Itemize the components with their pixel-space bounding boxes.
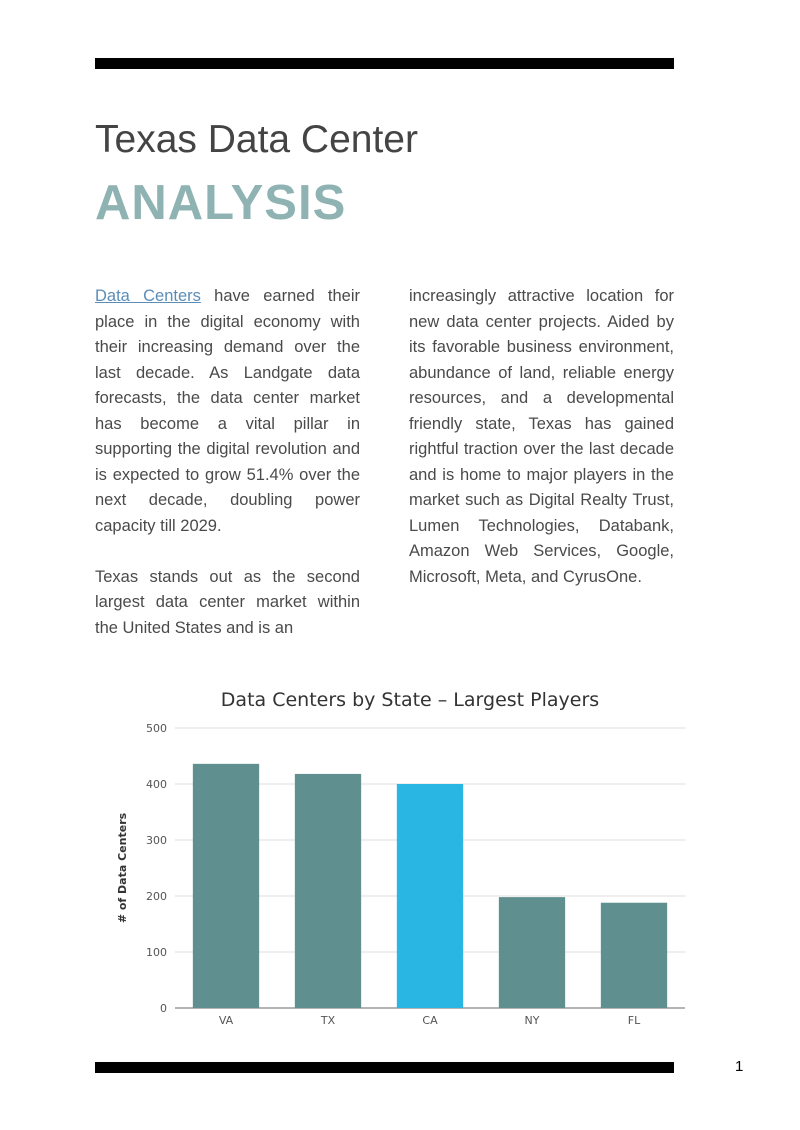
top-rule: [95, 58, 674, 69]
bar-ca: [397, 784, 463, 1008]
x-tick-label: FL: [627, 1014, 641, 1027]
paragraph: increasingly attractive location for new data center projects. Aided by its favorable business environment, abundance of land, reliable energy resources, and a developmental friendly state, Texas has gained rightful traction over the last decade and is home to major players in the market such as Digital Realty Trust, Lumen Technologies, Databank, Amazon Web Services, Google, Microsoft, Meta, and CyrusOne.: [409, 287, 674, 586]
x-tick-label: CA: [422, 1014, 438, 1027]
page-number: 1: [735, 1058, 744, 1075]
bar-fl: [601, 903, 667, 1008]
y-tick-label: 0: [160, 1002, 167, 1015]
page-subtitle: ANALYSIS: [95, 176, 347, 230]
bar-chart: [110, 680, 700, 1030]
x-tick-label: TX: [320, 1014, 336, 1027]
data-centers-link[interactable]: Data Centers: [95, 287, 201, 305]
bar-ny: [499, 897, 565, 1008]
page-title: Texas Data Center: [95, 118, 418, 161]
paragraph: Texas stands out as the second largest data center market within the United States and is an: [95, 567, 360, 637]
y-tick-label: 200: [146, 890, 167, 903]
y-tick-label: 500: [146, 722, 167, 735]
x-tick-label: NY: [524, 1014, 540, 1027]
y-axis-label: # of Data Centers: [116, 812, 129, 924]
bottom-rule: [95, 1062, 674, 1073]
bar-va: [193, 764, 259, 1008]
text-column-left: [95, 284, 360, 641]
chart-svg: [110, 680, 700, 1030]
y-tick-label: 100: [146, 946, 167, 959]
text-column-right: [409, 284, 674, 590]
chart-title: Data Centers by State – Largest Players: [220, 689, 600, 711]
x-tick-label: VA: [218, 1014, 234, 1027]
bar-tx: [295, 774, 361, 1008]
y-tick-label: 300: [146, 834, 167, 847]
paragraph-text: have earned their place in the digital economy with their increasing demand over the last decade. As Landgate data forecasts, the data center market has become a vital pillar in supporting the digital revolution and is expected to grow 51.4% over the next decade, doubling power capacity till 2029.: [95, 287, 360, 535]
paragraph: [95, 284, 360, 539]
y-tick-label: 400: [146, 778, 167, 791]
